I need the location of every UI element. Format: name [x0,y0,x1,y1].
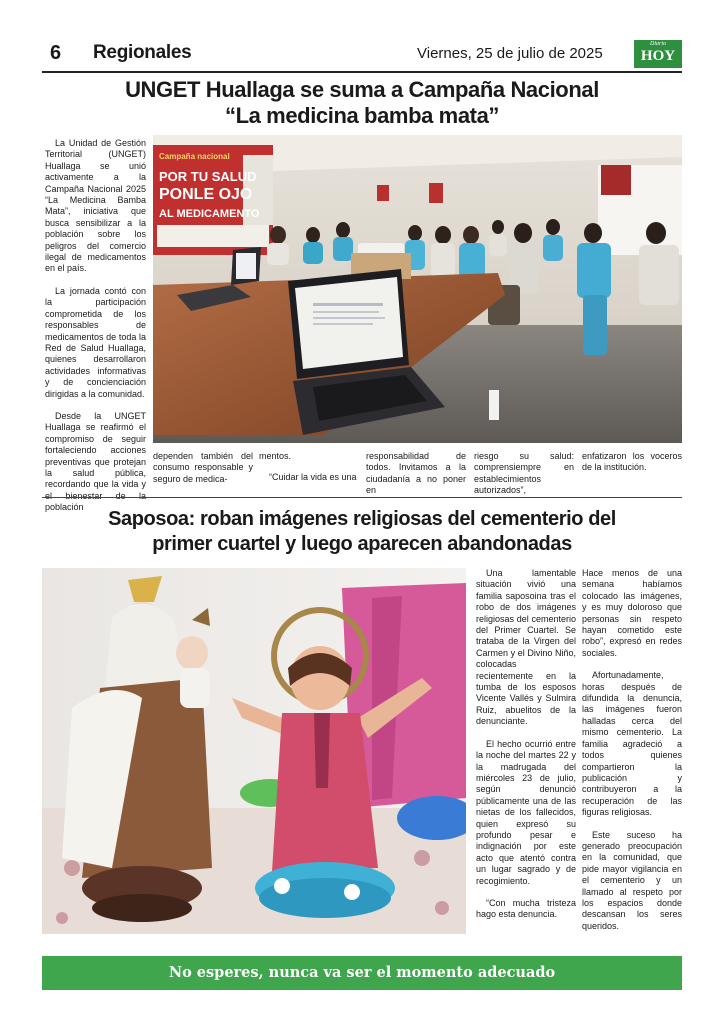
campaign-poster [153,145,273,255]
article2-paragraph: Este suceso ha generado preocupación en la comunidad, que pide mayor vigilancia en el cementerio y un llamado al respeto por los espacios donde descansan los seres queridos. [582,829,682,931]
header-rule [42,71,682,73]
article1-paragraph: “Cuidar la vida es una [269,472,357,483]
newspaper-logo [634,40,682,68]
article2-column-1 [476,568,576,921]
article1-column-3 [259,451,359,484]
page-number: 6 [50,42,62,64]
poster-line-3: AL MEDICAMENTO [159,208,260,220]
article2-photo [42,568,466,934]
article2-paragraph: Hace menos de una semana habíamos colocado las imágenes, y es muy doloroso que personas sin respeto hayan cometido este robo”, expresó en redes sociales. [582,568,682,658]
article2-paragraph: Una lamentable situación vivió una familia saposoina tras el robo de dos imágenes religiosas del cementerio del Primer Cuartel. Se trataba de la Virgen del Carmen y el Divino Niño, colocadas recientemente en la tumba de los esposos Vicente Vallés y Sulmira Ruiz, abuelitos de la denunciante. [476,568,576,727]
article1-headline-line2: “La medicina bamba mata” [224,103,500,128]
article2-paragraph: Afortunadamente, horas después de difundida la denuncia, las imágenes fueron halladas cerca del mismo cementerio. La familia agradeció a todos quienes compartieron la publicación y contribuyeron a la recuperación de las figuras religiosas. [582,670,682,818]
logo-small-text: Diario [649,41,666,47]
article1-paragraph: La Unidad de Gestión Territorial (UNGET) Huallaga se unió activamente a la Campaña Nacional 2025 “La Medicina Bamba Mata”, iniciativa que busca sensibilizar a la población sobre los peligros del comercio ilegal de medicamentos en el país. [45,138,146,274]
article2-paragraph: El hecho ocurrió entre la noche del martes 22 y la madrugada del miércoles 23 de julio, según denunció públicamente una de las nietas de los fallecidos, quien expresó su profundo pesar e indignación por este acto que atentó contra un lugar sagrado y de recogimiento. [476,738,576,886]
article1-column-5 [474,451,574,497]
article1-paragraph: responsabilidad de todos. Invitamos a la ciudadanía a no poner en [366,451,466,496]
section-name: Regionales [93,42,192,63]
article1-column-6 [582,451,682,474]
religious-figures-photo [42,568,466,934]
poster-tag: Campaña nacional [159,152,230,161]
logo-big-text: HOY [640,48,676,64]
article1-paragraph: riesgo su salud: comprensiempre en establecimientos autorizados”, [474,451,574,496]
article1-paragraph: dependen también del consumo responsable y seguro de medica- [153,451,253,484]
article2-headline-line2: primer cuartel y luego aparecen abandonadas [152,533,572,555]
poster-line-1: POR TU SALUD [159,169,257,184]
poster-line-2: PONLE OJO [159,186,253,203]
article2-headline-line1: Saposoa: roban imágenes religiosas del cementerio del [108,508,616,530]
article1-column-2 [153,451,253,485]
article1-headline [42,77,682,129]
article1-paragraph: mentos. [259,451,292,461]
issue-date: Viernes, 25 de julio de 2025 [417,45,603,62]
article1-column-1 [45,138,146,514]
article2-headline [42,507,682,557]
article1-photo [153,135,682,443]
article1-paragraph: Desde la UNGET Huallaga se reafirmó el compromiso de seguir fortaleciendo acciones preventivas que protejan la salud pública, recordando que la vida y el bienestar de la población [45,410,146,513]
article1-column-4 [366,451,466,497]
article2-column-2 [582,568,682,932]
article1-paragraph: enfatizaron los voceros de la institución. [582,451,682,473]
workshop-photo [153,135,682,443]
article2-paragraph: “Con mucha tristeza hago esta denuncia. [476,897,576,920]
article-divider [42,497,682,498]
footer-banner: No esperes, nunca va ser el momento adecuado [42,956,682,990]
article1-paragraph: La jornada contó con la participación comprometida de los responsables de medicamentos de toda la Red de Salud Huallaga, quienes desarrollaron actividades informativas y de concienciación dirigidas a la comunidad. [45,285,146,399]
article1-headline-line1: UNGET Huallaga se suma a Campaña Nacional [125,77,599,102]
